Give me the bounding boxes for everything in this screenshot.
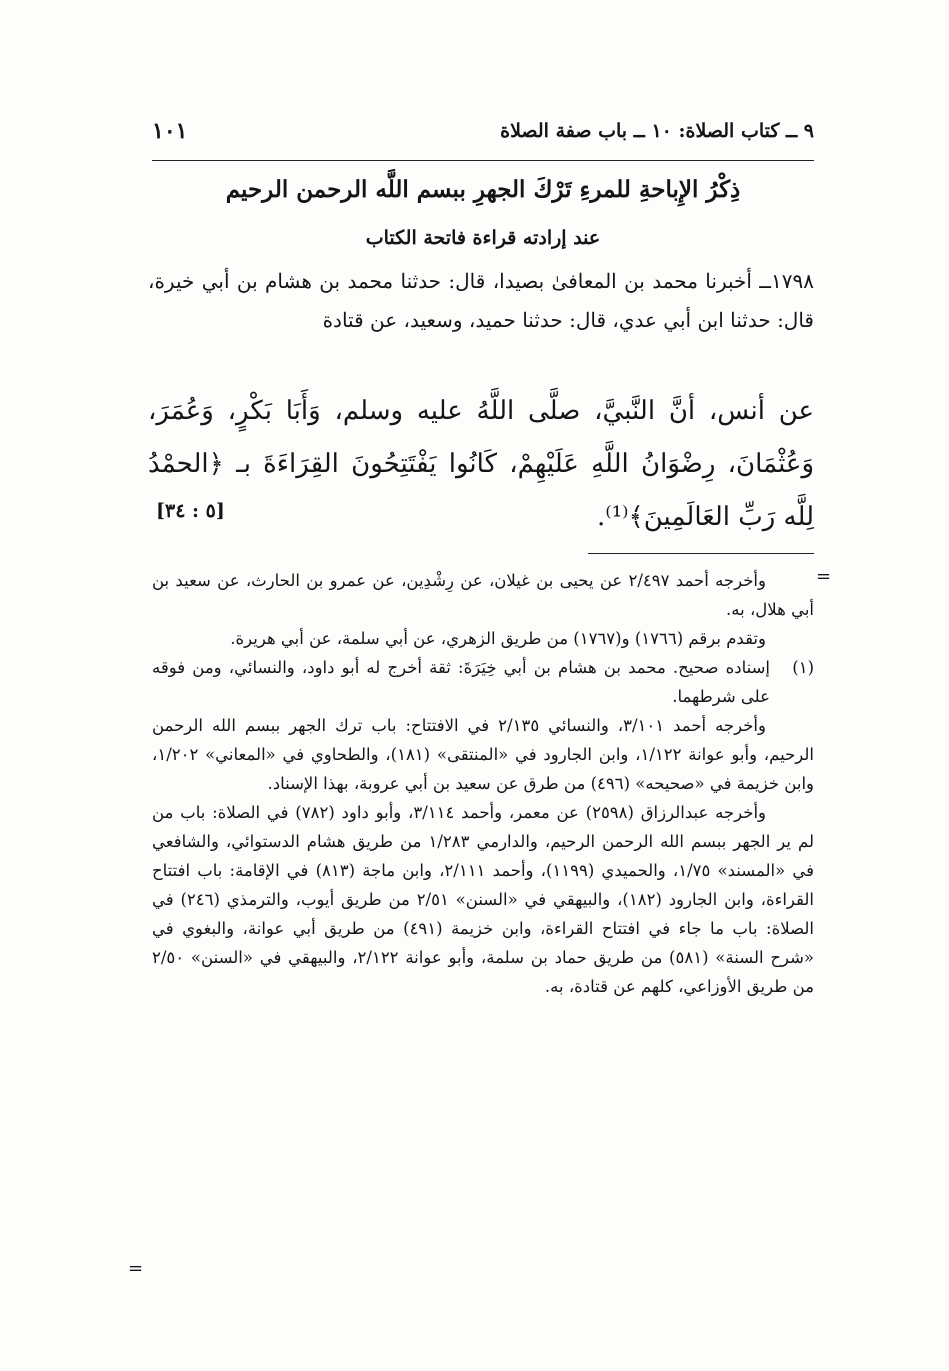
footnote-number: (١) [792, 658, 814, 677]
footnotes [152, 566, 814, 1001]
chapter-heading: ذِكْرُ الإِباحةِ للمرءِ تَرْكَ الجهرِ ببسم اللَّه الرحمن الرحيم [225, 176, 741, 203]
footnote-1 [152, 653, 814, 711]
footnote-1-text: إسناده صحيح. محمد بن هشام بن أبي خِيَرَةَ: ثقة أخرج له أبو داود، والنسائي، ومن فوقه على شرطهما. [152, 658, 770, 706]
isnad-text: ١٧٩٨ــ أخبرنا محمد بن المعافىٰ بصيدا، قال: حدثنا محمد بن هشام بن أبي خيرة، قال: حدثنا ابن أبي عدي، قال: حدثنا حميد، وسعيد، عن قتادة [148, 269, 814, 332]
footnote-continued-paragraph: وأخرجه أحمد ٢/٤٩٧ عن يحيى بن غيلان، عن رِشْدِين، عن عمرو بن الحارث، عن سعيد بن أبي هلال، به. [152, 571, 814, 619]
footnote-continued-paragraph: وتقدم برقم (١٧٦٦) و(١٧٦٧) من طريق الزهري، عن أبي سلمة، عن أبي هريرة. [230, 629, 766, 648]
footnote-1-paragraph: وأخرجه أحمد ٣/١٠١، والنسائي ٢/١٣٥ في الافتتاح: باب ترك الجهر ببسم الله الرحمن الرحيم، وأبو عوانة ١/١٢٢، وابن الجارود في «المنتقى» (١٨١)، والطحاوي في «المعاني» ١/٢٠٢، وابن خزيمة في «صحيحه» (٤٩٦) من طرق عن سعيد بن أبي عروبة، بهذا الإسناد. [152, 716, 814, 793]
footnote-continues-marker: = [128, 1258, 144, 1279]
hadith-matn [148, 385, 814, 544]
hadith-isnad [148, 262, 814, 340]
header-divider [152, 160, 814, 161]
running-head-title: ٩ ــ كتاب الصلاة: ١٠ ــ باب صفة الصلاة [500, 120, 814, 142]
chapter-subheading: عند إرادته قراءة فاتحة الكتاب [365, 227, 601, 249]
running-head [152, 116, 814, 156]
matn-text: عن أنس، أنَّ النَّبيَّ، صلَّى اللَّهُ عليه وسلم، وَأَبَا بَكْرٍ، وَعُمَرَ، وَعُثْمَانَ، رِضْوَانُ اللَّهِ عَلَيْهِمْ، كَانُوا يَفْتَتِحُونَ القِرَاءَةَ بـ ﴿الحمْدُ لِلَّه رَبِّ العَالَمِينَ﴾⁽¹⁾. [148, 396, 814, 532]
footnote-divider [588, 553, 814, 554]
footnote-1-paragraph: وأخرجه عبدالرزاق (٢٥٩٨) عن معمر، وأحمد ٣/١١٤، وأبو داود (٧٨٢) في الصلاة: باب من لم ير الجهر ببسم الله الرحمن الرحيم، والدارمي ١/٢٨٣ من طريق هشام الدستوائي، والشافعي في «المسند» ١/٧٥، والحميدي (١١٩٩)، وأحمد ٢/١١١، وابن ماجة (٨١٣) في الإقامة: باب افتتاح القراءة، وابن الجارود (١٨٢)، والبيهقي في «السنن» ٢/٥١ من طريق أيوب، والترمذي (٢٤٦) في الصلاة: باب ما جاء في افتتاح القراءة، وابن خزيمة (٤٩١) من طريق أبي عوانة، والبغوي في «شرح السنة» (٥٨١) من طريق حماد بن سلمة، وأبو عوانة ٢/١٢٢، والبيهقي في «السنن» ٢/٥٠ من طريق الأوزاعي، كلهم عن قتادة، به. [152, 803, 815, 996]
page-number: ١٠١ [152, 118, 188, 144]
footnote-continued-marker: = [816, 566, 832, 587]
hadith-reference: [٥ : ٣٤] [156, 500, 225, 522]
